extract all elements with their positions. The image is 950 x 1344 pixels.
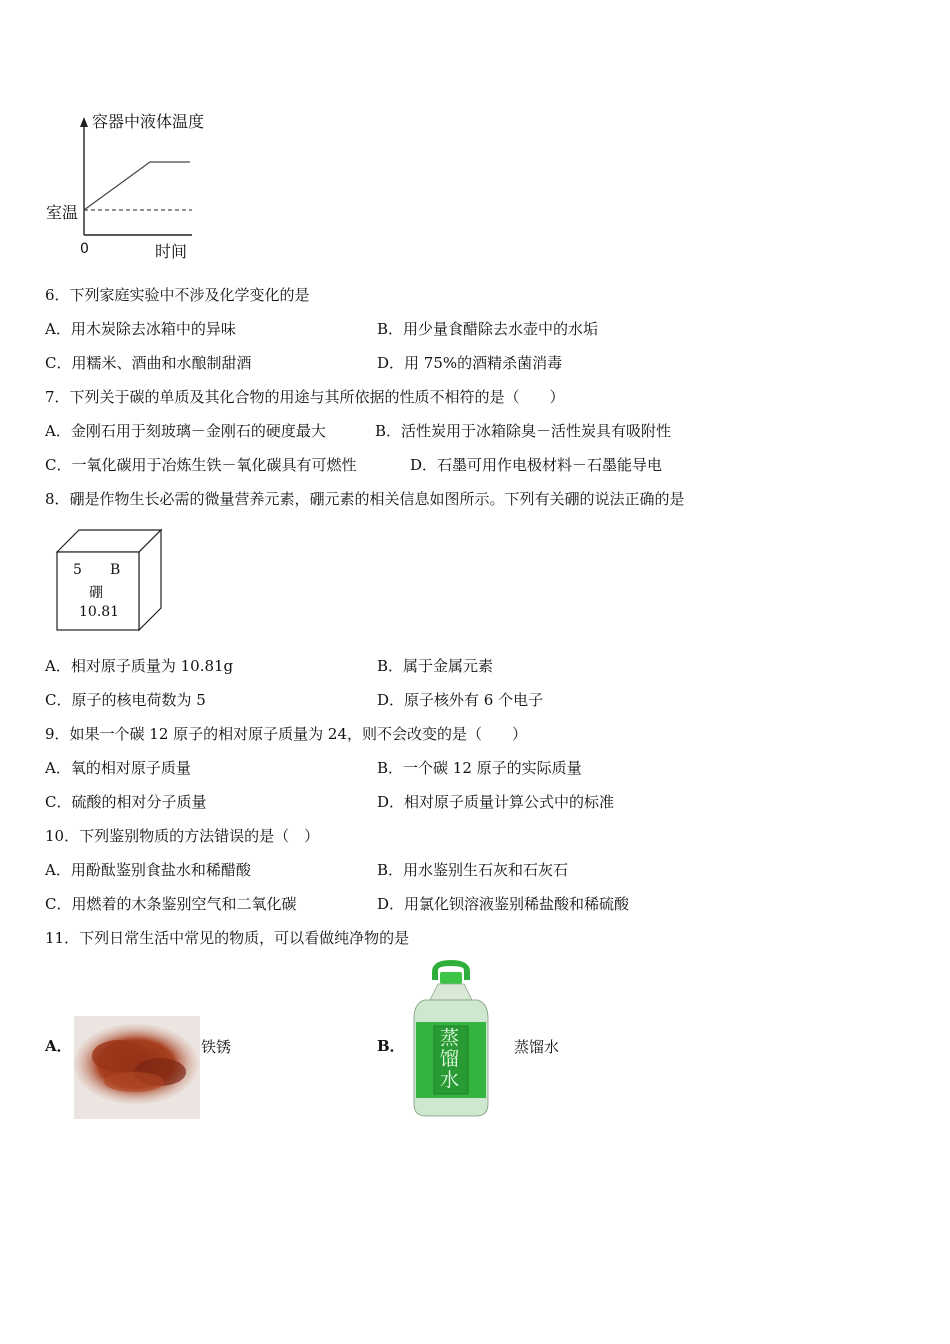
- q11-option-b-label: 蒸馏水: [514, 1038, 560, 1056]
- q9-option-d: D．相对原子质量计算公式中的标准: [377, 793, 615, 811]
- q8-option-b: B．属于金属元素: [377, 657, 494, 675]
- q6-option-b: B．用少量食醋除去水壶中的水垢: [377, 320, 599, 338]
- q8-stem: 8．硼是作物生长必需的微量营养元素，硼元素的相关信息如图所示。下列有关硼的说法正确的是: [45, 490, 685, 508]
- q6-option-c: C．用糯米、酒曲和水酿制甜酒: [45, 354, 252, 372]
- y-axis-arrow: [80, 117, 88, 127]
- element-symbol: B: [110, 562, 121, 578]
- q9-option-b: B．一个碳 12 原子的实际质量: [377, 759, 582, 777]
- q10-option-d: D．用氯化钡溶液鉴别稀盐酸和稀硫酸: [377, 895, 630, 913]
- temperature-graph: [40, 105, 230, 265]
- q7-stem: 7．下列关于碳的单质及其化合物的用途与其所依据的性质不相符的是（ ）: [45, 388, 565, 406]
- q6-stem: 6．下列家庭实验中不涉及化学变化的是: [45, 286, 310, 304]
- x-axis-label: 时间: [155, 242, 188, 261]
- q11-option-a-label: 铁锈: [201, 1038, 232, 1056]
- room-temp-label: 室温: [46, 203, 79, 222]
- q9-stem: 9．如果一个碳 12 原子的相对原子质量为 24，则不会改变的是（ ）: [45, 725, 528, 743]
- element-name: 硼: [89, 585, 103, 601]
- q7-option-a: A．金刚石用于刻玻璃－金刚石的硬度最大: [45, 422, 326, 440]
- q9-option-a: A．氧的相对原子质量: [45, 759, 191, 777]
- q8-option-c: C．原子的核电荷数为 5: [45, 691, 206, 709]
- q8-option-a: A．相对原子质量为 10.81g: [45, 657, 234, 675]
- origin-label: 0: [80, 241, 89, 257]
- distilled-water-bottle: [410, 958, 492, 1120]
- q8-option-d: D．原子核外有 6 个电子: [377, 691, 544, 709]
- bottle-label-text: 蒸馏水: [440, 1027, 460, 1091]
- q6-option-d: D．用 75%的酒精杀菌消毒: [377, 354, 563, 372]
- boron-element-card: [55, 528, 165, 632]
- q10-option-c: C．用燃着的木条鉴别空气和二氧化碳: [45, 895, 297, 913]
- q6-option-a: A．用木炭除去冰箱中的异味: [45, 320, 236, 338]
- iron-rust-photo: [74, 1016, 200, 1119]
- iron-rust-image: [74, 1016, 200, 1119]
- q11-option-b-letter: B．: [377, 1037, 405, 1055]
- element-atomic-number: 5: [73, 562, 82, 578]
- q7-option-c: C．一氧化碳用于冶炼生铁－氧化碳具有可燃性: [45, 456, 357, 474]
- q10-option-a: A．用酚酞鉴别食盐水和稀醋酸: [45, 861, 251, 879]
- q11-stem: 11．下列日常生活中常见的物质，可以看做纯净物的是: [45, 929, 410, 947]
- q10-option-b: B．用水鉴别生石灰和石灰石: [377, 861, 569, 879]
- q7-option-b: B．活性炭用于冰箱除臭－活性炭具有吸附性: [375, 422, 672, 440]
- q11-option-a-letter: A．: [45, 1037, 72, 1055]
- y-axis-label: 容器中液体温度: [92, 112, 205, 131]
- q7-option-d: D．石墨可用作电极材料－石墨能导电: [410, 456, 663, 474]
- temperature-curve: [84, 162, 190, 210]
- element-atomic-mass: 10.81: [79, 604, 120, 620]
- q9-option-c: C．硫酸的相对分子质量: [45, 793, 207, 811]
- q10-stem: 10．下列鉴别物质的方法错误的是（ ）: [45, 827, 320, 845]
